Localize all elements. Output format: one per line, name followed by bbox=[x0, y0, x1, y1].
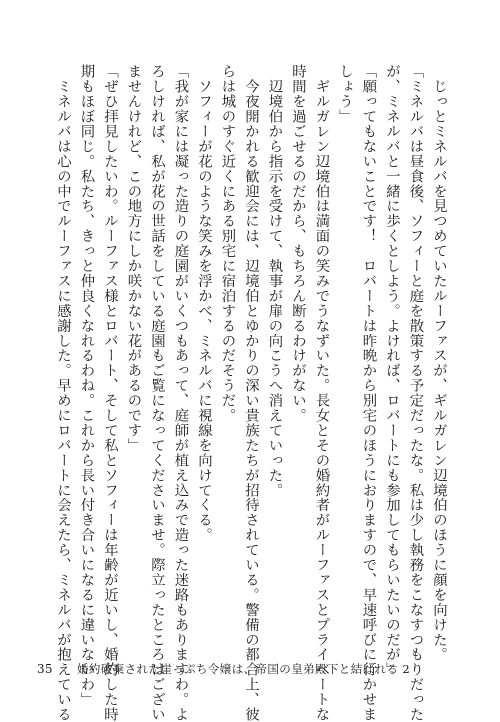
text-line: 「ミネルバは昼食後、ソフィーと庭を散策する予定だったな。私は少し執務をこなすつもりだった bbox=[407, 64, 424, 722]
text-line: らは城のすぐ近くにある別宅に宿泊するのだそうだ。 bbox=[219, 64, 236, 423]
text-line: じっとミネルバを見つめていたルーファスが、ギルガレン辺境伯のほうに顔を向けた。 bbox=[431, 64, 447, 662]
text-line: 「ぜひ拝見したいわ。ルーファス様とロバート、そして私とソフィーは年齢が近いし、婚約した時 bbox=[102, 64, 118, 722]
text-line: ギルガレン辺境伯は満面の笑みでうなずいた。長女とその婚約者がルーファスとプライベートな bbox=[313, 64, 330, 722]
text-line: ませんけれど、この地方にしか咲かない花があるのです」 bbox=[125, 64, 142, 453]
text-line: 期もほぼ同じ。私たち、きっと仲良くなれるわね。これから長い付き合いになるに違いないわ」 bbox=[78, 64, 95, 707]
text-line: 「願ってもないことです！ ロバートは昨晩から別宅のほうにおりますので、早速呼びに行かせま bbox=[360, 64, 377, 722]
text-line: しょう」 bbox=[337, 64, 353, 124]
text-line: 今夜開かれる歓迎会には、辺境伯とゆかりの深い貴族たちが招待されている。警備の都合上、彼 bbox=[243, 64, 259, 722]
text-line: 「我が家には凝った造りの庭園がいくつもあって、庭師が植え込みで造った迷路もありますわ。よ bbox=[172, 64, 189, 722]
text-line: 時間を過ごせるのだから、もちろん断るわけがない。 bbox=[290, 64, 306, 423]
page-number: 35 bbox=[37, 662, 53, 676]
page-footer bbox=[0, 659, 500, 679]
text-line: が、ミネルバと一緒に歩くとしよう。よければ、ロバートにも参加してもらいたいのだが」 bbox=[384, 64, 400, 677]
text-line: 辺境伯から指示を受けて、執事が扉の向こうへ消えていった。 bbox=[266, 64, 283, 498]
text-line: ミネルバは心の中でルーファスに感謝した。早めにロバートに会えたら、ミネルバが抱えている bbox=[55, 64, 71, 722]
running-title: 婚約破棄された崖っぷち令嬢は、帝国の皇弟殿下と結ばれる 2 bbox=[77, 662, 411, 676]
text-line: ソフィーが花のような笑みを浮かべ、ミネルバに視線を向けてくる。 bbox=[196, 64, 212, 543]
text-line: ろしければ、私が花の世話をしている庭園もご覧になってくださいませ。際立ったところはござい bbox=[149, 64, 165, 722]
